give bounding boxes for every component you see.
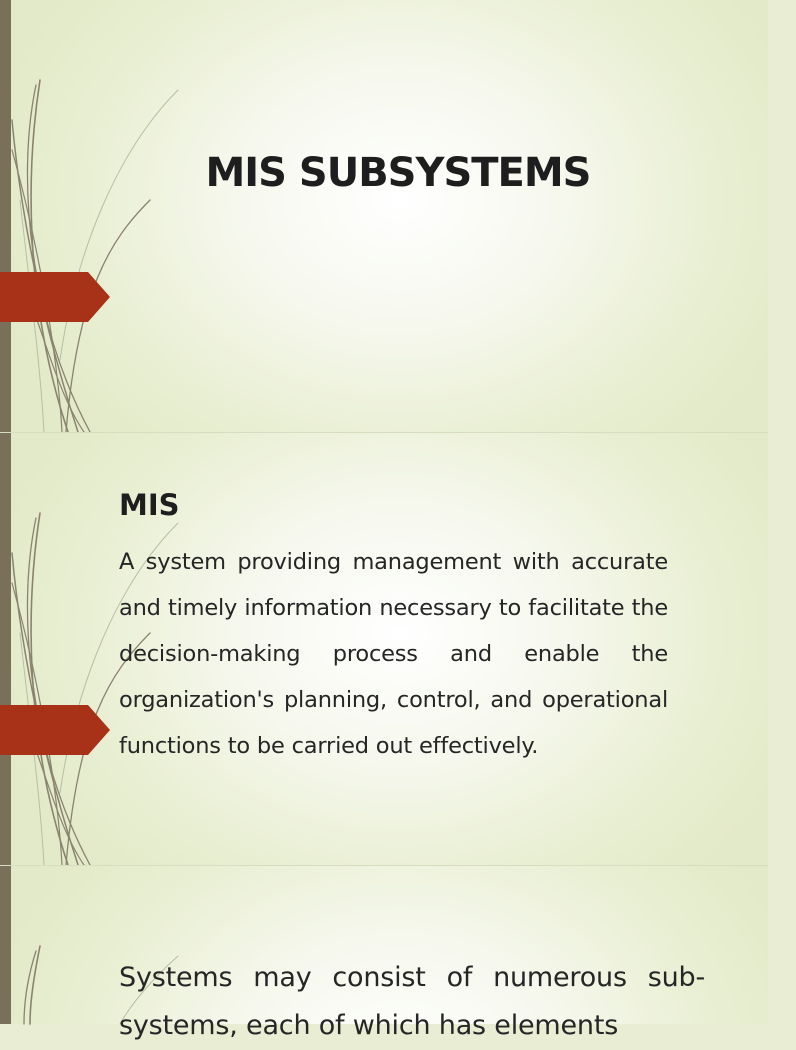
decorative-curves — [0, 0, 200, 432]
slide-title: MIS SUBSYSTEMS — [205, 150, 591, 196]
slide-body-text: A system providing management with accurate and timely information necessary to facilitate the decision-making process and enable the organization's planning, control, and operational functions to be carried out effectively. — [119, 549, 668, 759]
accent-tab — [0, 272, 110, 322]
slide-3 — [0, 866, 768, 1041]
slide-body-text: Systems may consist of numerous sub-systems, each of which has elements — [119, 962, 705, 1041]
slide-2 — [0, 433, 768, 865]
slide-heading: MIS — [119, 488, 180, 522]
accent-tab — [0, 705, 110, 755]
slide-1 — [0, 0, 768, 432]
